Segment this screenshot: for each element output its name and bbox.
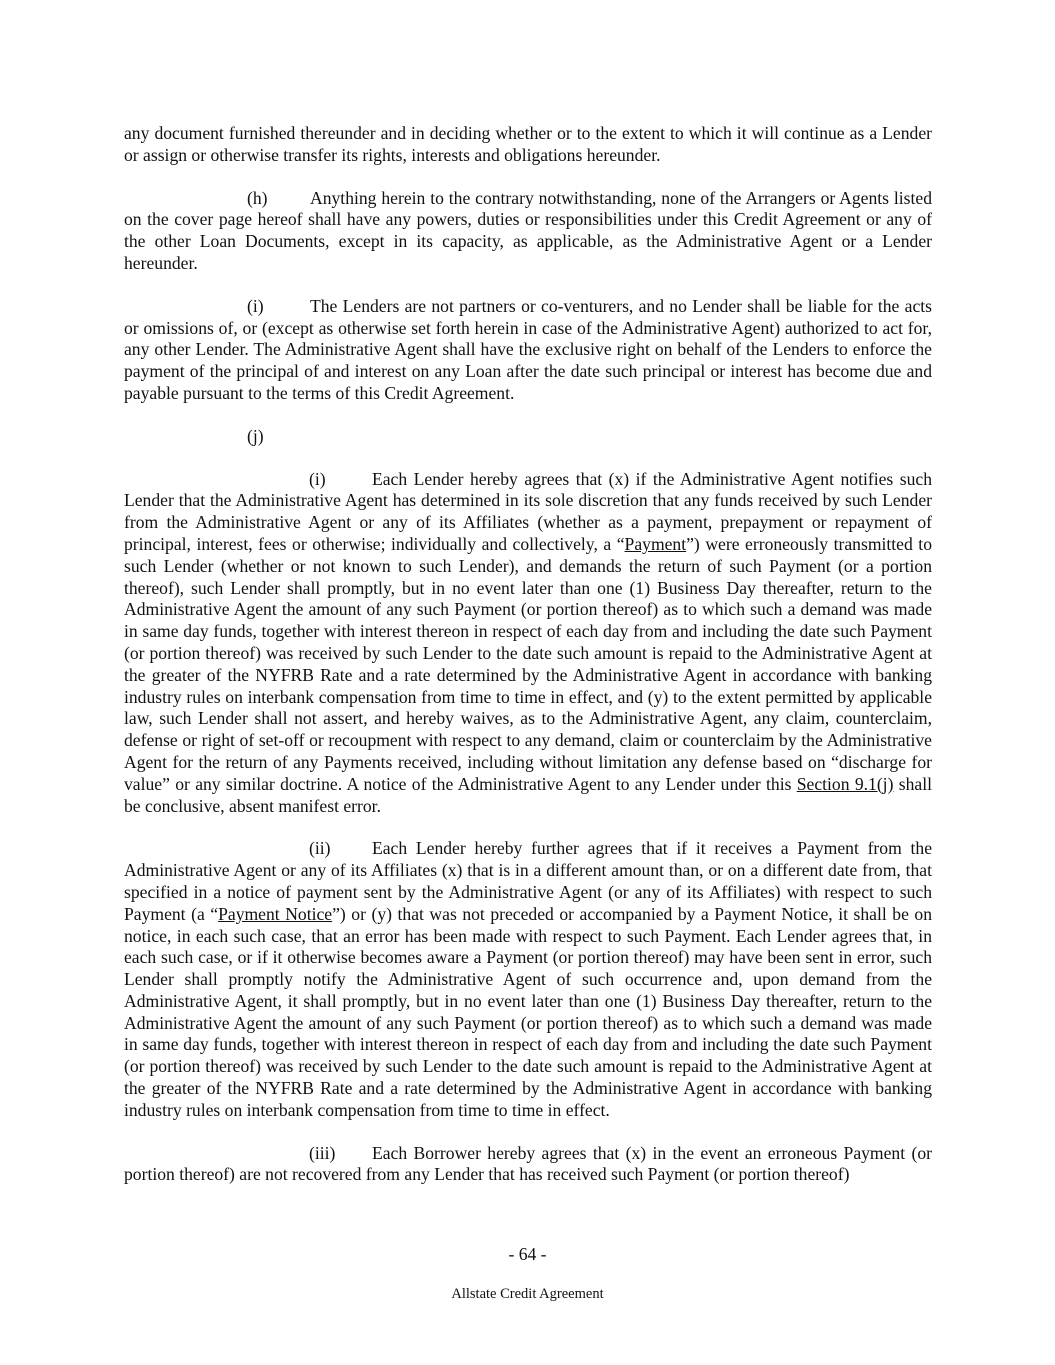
page-footer: Allstate Credit Agreement bbox=[451, 1286, 604, 1302]
defined-term-payment: Payment bbox=[624, 533, 687, 554]
paragraph-j bbox=[124, 426, 932, 448]
paragraph-j-iii bbox=[124, 1143, 932, 1187]
section-reference: Section 9.1(j) bbox=[796, 773, 894, 794]
page-number: - 64 - bbox=[508, 1244, 547, 1264]
paragraph-continuation: any document furnished thereunder and in deciding whether or to the extent to which it will continue as a Lender or assign or otherwise transfer its rights, interests and obligations hereunder. bbox=[124, 123, 932, 165]
paragraph-j-label: (j) bbox=[247, 425, 264, 446]
paragraph-i bbox=[124, 296, 932, 405]
paragraph-j-i bbox=[124, 469, 932, 818]
paragraph-j-i-text-c: shall be conclusive, absent manifest error. bbox=[124, 773, 932, 816]
paragraph-j-i-label: (i) bbox=[309, 468, 326, 489]
paragraph-i-label: (i) bbox=[247, 295, 264, 316]
paragraph-j-ii-text-a: Each Lender hereby further agrees that if it receives a Payment from the Administrative Agent or any of its Affiliates (x) that is in a different amount than, or on a different date from, that specified in a notice of payment sent by the Administrative Agent (or any of its Affiliates) with respect to such Payment (a “ bbox=[124, 838, 932, 924]
paragraph-j-ii-text-b: ”) or (y) that was not preceded or accompanied by a Payment Notice, it shall be on notice, in each such case, that an error has been made with respect to such Payment. Each Lender agrees that, in each such case, or if it otherwise becomes aware a Payment (or portion thereof) may have been sent in error, such Lender shall promptly notify the Administrative Agent of such occurrence and, upon demand from the Administrative Agent, it shall promptly, but in no event later than one (1) Business Day thereafter, return to the Administrative Agent the amount of any such Payment (or portion thereof) as to which such a demand was made in same day funds, together with interest thereon in respect of each day from and including the date such Payment (or portion thereof) was received by such Lender to the date such amount is repaid to the Administrative Agent at the greater of the NYFRB Rate and a rate determined by the Administrative Agent in accordance with banking industry rules on interbank compensation from time to time in effect. bbox=[124, 903, 933, 1120]
paragraph-h-label: (h) bbox=[247, 187, 268, 208]
paragraph-j-iii-text: Each Borrower hereby agrees that (x) in the event an erroneous Payment (or portion thereof) are not recovered from any Lender that has received such Payment (or portion thereof) bbox=[124, 1142, 932, 1185]
paragraph-j-ii bbox=[124, 838, 932, 1121]
paragraph-j-i-text-a: Each Lender hereby agrees that (x) if the Administrative Agent notifies such Lender that the Administrative Agent has determined in its sole discretion that any funds received by such Lender from the Administrative Agent or any of its Affiliates (whether as a payment, prepayment or repayment of principal, interest, fees or otherwise; individually and collectively, a “ bbox=[124, 468, 932, 554]
paragraph-i-text: The Lenders are not partners or co-venturers, and no Lender shall be liable for the acts or omissions of, or (except as otherwise set forth herein in case of the Administrative Agent) authorized to act for, any other Lender. The Administrative Agent shall have the exclusive right on behalf of the Lenders to enforce the payment of the principal of and interest on any Loan after the date such principal or interest has become due and payable pursuant to the terms of this Credit Agreement. bbox=[124, 295, 932, 403]
paragraph-j-ii-label: (ii) bbox=[309, 838, 331, 859]
defined-term-payment-notice: Payment Notice bbox=[218, 903, 333, 924]
paragraph-j-iii-label: (iii) bbox=[309, 1142, 336, 1163]
paragraph-h-text: Anything herein to the contrary notwithstanding, none of the Arrangers or Agents listed on the cover page hereof shall have any powers, duties or responsibilities under this Credit Agreement or any of the other Loan Documents, except in its capacity, as applicable, as the Administrative Agent or a Lender hereunder. bbox=[124, 187, 932, 273]
paragraph-j-i-text-b: ”) were erroneously transmitted to such Lender (whether or not known to such Lender), and demands the return of such Payment (or a portion thereof), such Lender shall promptly, but in no event later than one (1) Business Day thereafter, return to the Administrative Agent the amount of any such Payment (or portion thereof) as to which such a demand was made in same day funds, together with interest thereon in respect of each day from and including the date such Payment (or portion thereof) was received by such Lender to the date such amount is repaid to the Administrative Agent at the greater of the NYFRB Rate and a rate determined by the Administrative Agent in accordance with banking industry rules on interbank compensation from time to time in effect, and (y) to the extent permitted by applicable law, such Lender shall not assert, and hereby waives, as to the Administrative Agent, any claim, counterclaim, defense or right of set-off or recoupment with respect to any demand, claim or counterclaim by the Administrative Agent for the return of any Payments received, including without limitation any defense based on “discharge for value” or any similar doctrine. A notice of the Administrative Agent to any Lender under this bbox=[124, 533, 932, 794]
document-body bbox=[124, 123, 932, 1186]
paragraph-h bbox=[124, 188, 932, 275]
